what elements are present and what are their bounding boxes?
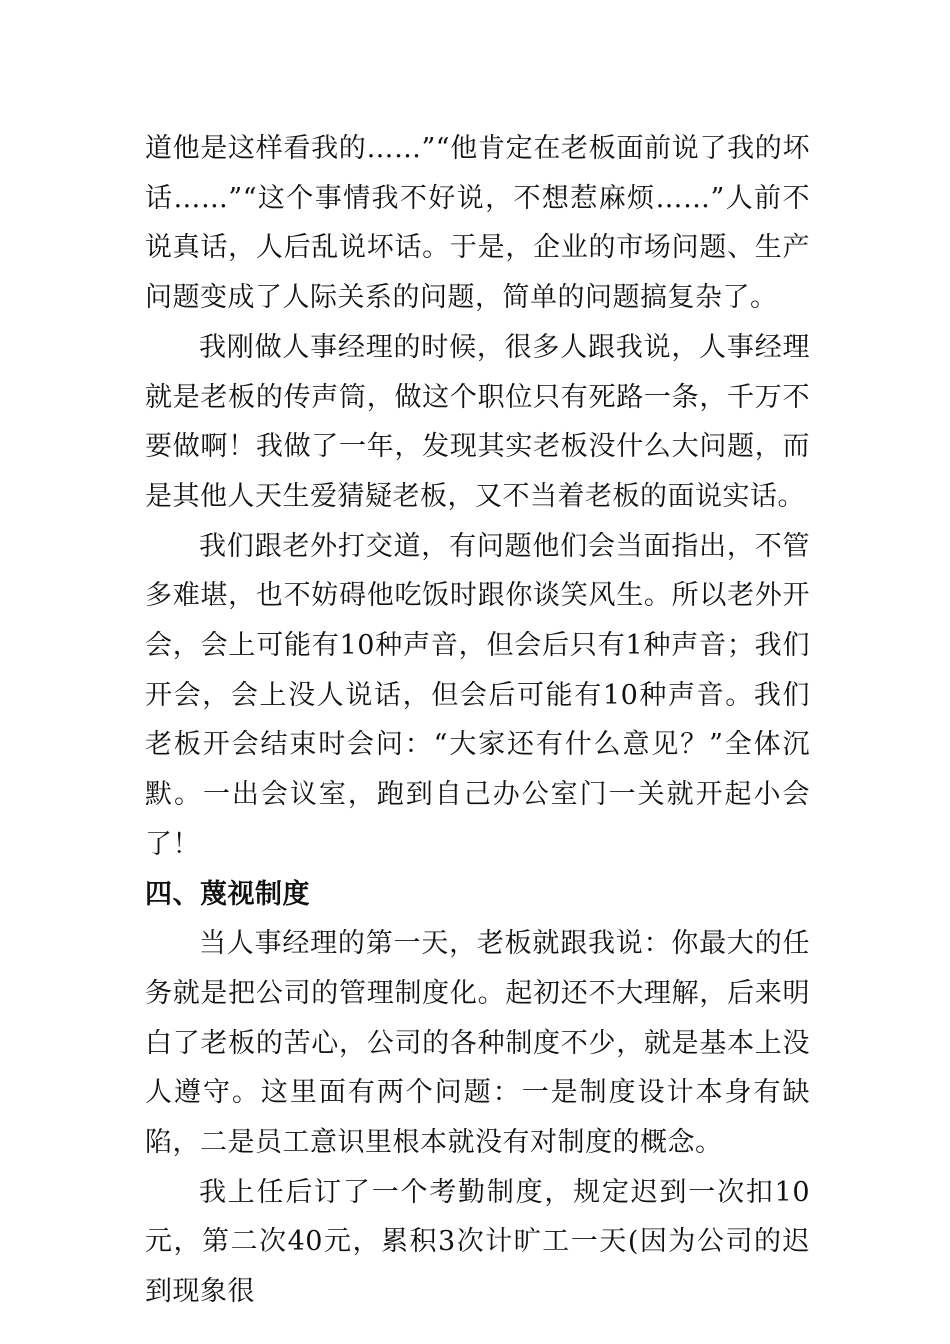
- paragraph-first-day-task: 当人事经理的第一天，老板就跟我说：你最大的任务就是把公司的管理制度化。起初还不大理解，后来明白了老板的苦心，公司的各种制度不少，就是基本上没人遵守。这里面有两个问题：一是制度设计本身有缺陷，二是员工意识里根本就没有对制度的概念。: [145, 928, 810, 1159]
- paragraph-continuation: 道他是这样看我的……”“他肯定在老板面前说了我的坏话……”“这个事情我不好说，不想惹麻烦……”人前不说真话，人后乱说坏话。于是，企业的市场问题、生产问题变成了人际关系的问题，简单的问题搞复杂了。: [145, 133, 810, 314]
- section-heading: 四、蔑视制度: [145, 878, 310, 910]
- paragraph-attendance-policy: 我上任后订了一个考勤制度，规定迟到一次扣10元，第二次40元，累积3次计旷工一天(因为公司的迟到现象很: [145, 1176, 810, 1308]
- document-body: [145, 124, 810, 1317]
- paragraph-hr-manager-first-year: 我刚做人事经理的时候，很多人跟我说，人事经理就是老板的传声筒，做这个职位只有死路一条，千万不要做啊！我做了一年，发现其实老板没什么大问题，而是其他人天生爱猜疑老板，又不当着老板的面说实话。: [145, 331, 810, 512]
- paragraph-foreigners-meetings: 我们跟老外打交道，有问题他们会当面指出，不管多难堪，也不妨碍他吃饭时跟你谈笑风生。所以老外开会，会上可能有10种声音，但会后只有1种声音；我们开会，会上没人说话，但会后可能有10种声音。我们老板开会结束时会问：“大家还有什么意见？”全体沉默。一出会议室，跑到自己办公室门一关就开起小会了！: [145, 530, 810, 860]
